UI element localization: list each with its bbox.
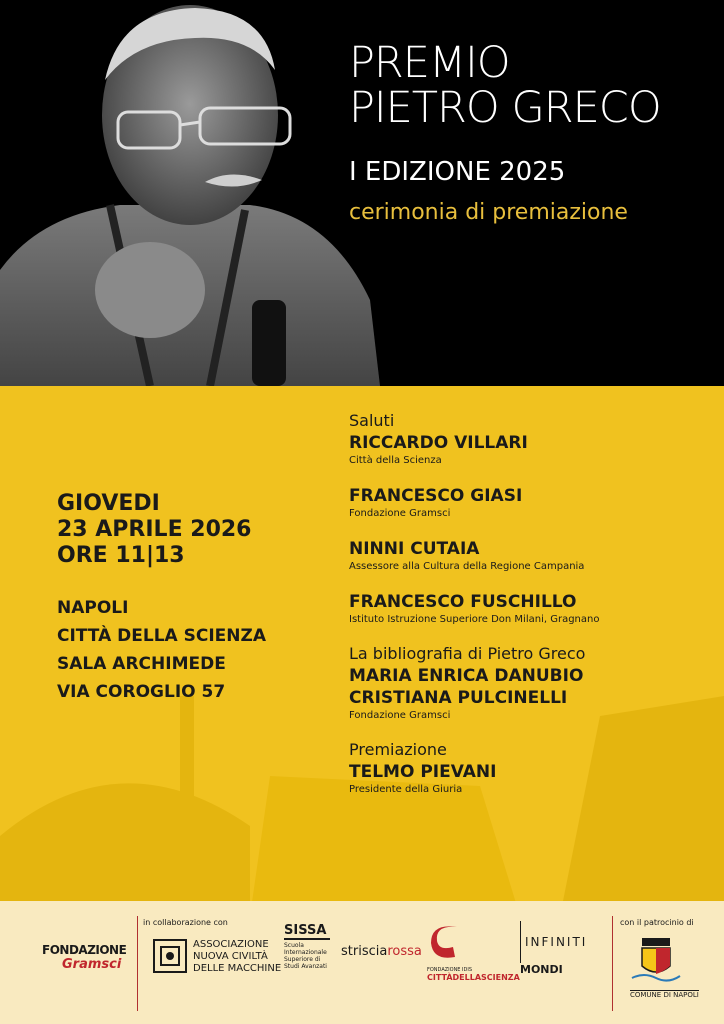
napoli-crest-icon <box>630 936 682 984</box>
logo-text: Gramsci <box>62 957 122 972</box>
speaker-name: TELMO PIEVANI <box>349 762 497 782</box>
title-line-1: PREMIO <box>349 38 510 88</box>
strisciarossa-logo <box>341 944 422 959</box>
event-date-text: 23 APRILE 2026 <box>57 517 252 542</box>
speaker-role: Fondazione Gramsci <box>349 710 451 721</box>
speaker-name: FRANCESCO GIASI <box>349 486 523 506</box>
ceremony-subtitle: cerimonia di premiazione <box>349 200 628 225</box>
program <box>349 411 709 814</box>
header-section <box>0 0 724 386</box>
edition-label: I EDIZIONE 2025 <box>349 157 566 187</box>
logo-text: MONDI <box>520 963 563 976</box>
logo-text: COMUNE DI NAPOLI <box>630 991 699 999</box>
speaker-role: Presidente della Giuria <box>349 784 463 795</box>
place-line: SALA ARCHIMEDE <box>57 654 226 674</box>
comune-di-napoli-logo <box>630 936 699 999</box>
speaker-name: RICCARDO VILLARI <box>349 433 528 453</box>
logo-text: SISSA <box>284 923 330 940</box>
patronage-label: con il patrocinio di <box>620 918 694 927</box>
infiniti-mondi-logo <box>520 921 587 976</box>
title-line-2: PIETRO GRECO <box>349 83 661 133</box>
citta-della-scienza-logo <box>427 921 520 982</box>
fondazione-gramsci-logo <box>42 943 126 972</box>
logo-text: rossa <box>387 944 422 959</box>
bibliography-label: La bibliografia di Pietro Greco <box>349 644 586 663</box>
divider <box>137 916 138 1011</box>
logo-text: ASSOCIAZIONE <box>193 939 269 950</box>
logo-text: striscia <box>341 944 388 959</box>
divider <box>612 916 613 1011</box>
logo-text: Studi Avanzati <box>284 963 327 970</box>
cds-swirl-icon <box>427 921 467 961</box>
award-label: Premiazione <box>349 740 447 759</box>
place-line: CITTÀ DELLA SCIENZA <box>57 626 266 646</box>
speaker-role: Istituto Istruzione Superiore Don Milani, Gragnano <box>349 614 600 625</box>
portrait-photo <box>0 0 380 386</box>
logo-text: CITTÀDELLASCIENZA <box>427 973 520 982</box>
speaker-name: FRANCESCO FUSCHILLO <box>349 592 577 612</box>
speaker-name: CRISTIANA PULCINELLI <box>349 688 568 708</box>
logo-text: Superiore di <box>284 956 321 963</box>
speaker-role: Fondazione Gramsci <box>349 508 451 519</box>
speaker-role: Città della Scienza <box>349 455 442 466</box>
award-title <box>349 38 661 133</box>
logo-text: Scuola <box>284 942 304 949</box>
place-line: VIA COROGLIO 57 <box>57 682 226 702</box>
logo-text: NUOVA CIVILTÀ <box>193 951 268 962</box>
speaker-name: MARIA ENRICA DANUBIO <box>349 666 584 686</box>
event-place <box>57 594 266 706</box>
place-line: NAPOLI <box>57 598 129 618</box>
logo-text: Internazionale <box>284 949 327 956</box>
event-date <box>57 491 252 569</box>
collaboration-label: in collaborazione con <box>143 918 228 927</box>
sissa-logo <box>284 923 330 970</box>
logo-text: INFINITI <box>520 921 587 963</box>
logo-text: FONDAZIONE IDIS <box>427 967 473 973</box>
logo-text: FONDAZIONE <box>42 943 127 957</box>
logo-text: DELLE MACCHINE <box>193 963 282 974</box>
details-section <box>0 386 724 1024</box>
event-day: GIOVEDI <box>57 491 160 516</box>
speaker-role: Assessore alla Cultura della Regione Campania <box>349 561 585 572</box>
speaker-name: NINNI CUTAIA <box>349 539 480 559</box>
event-time: ORE 11|13 <box>57 543 185 568</box>
greetings-label: Saluti <box>349 411 395 430</box>
ancm-emblem-icon <box>153 939 187 973</box>
sponsor-logos <box>0 901 724 1024</box>
